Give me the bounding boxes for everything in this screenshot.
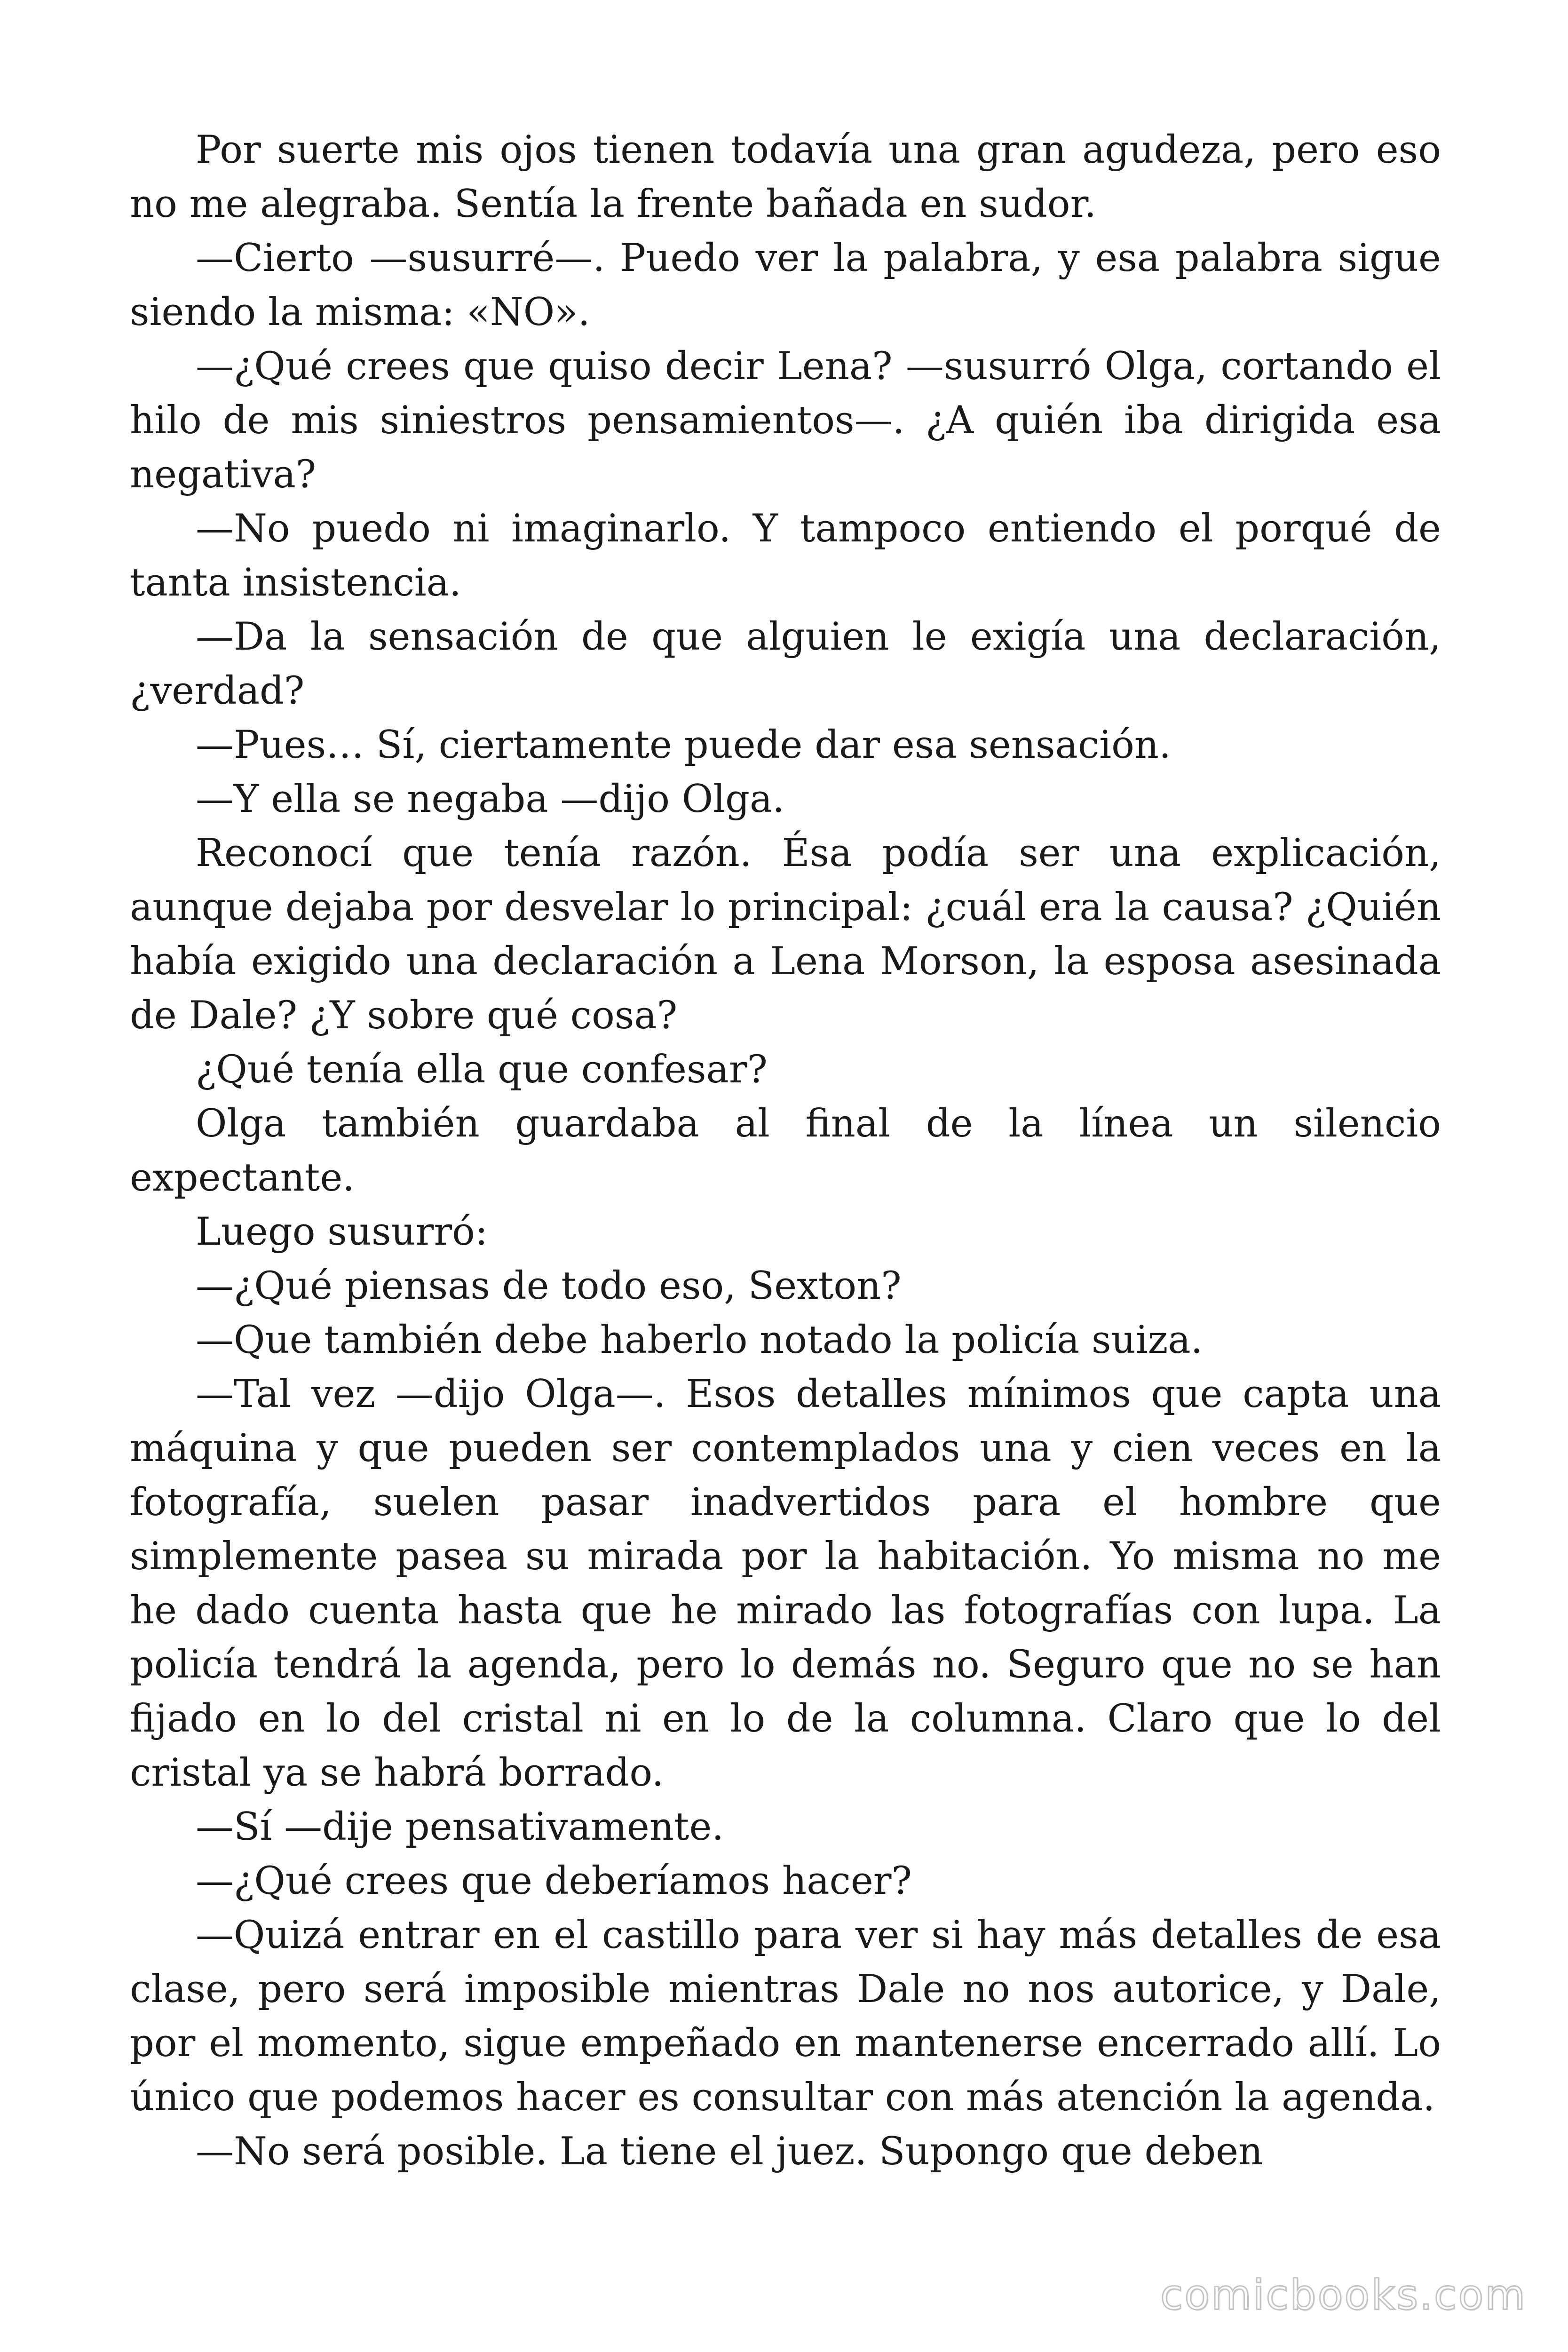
paragraph: —Da la sensación de que alguien le exigía una declaración, ¿verdad?	[130, 615, 1441, 713]
paragraph: —¿Qué crees que deberíamos hacer?	[196, 1859, 912, 1903]
paragraph: —Y ella se negaba —dijo Olga.	[196, 777, 784, 821]
paragraph: Reconocí que tenía razón. Ésa podía ser una explicación, aunque dejaba por desvelar lo principal: ¿cuál era la causa? ¿Quién había exigido una declaración a Lena Morson, la esposa asesinada de Dale? ¿Y sobre qué cosa?	[130, 831, 1441, 1038]
paragraph: —No puedo ni imaginarlo. Y tampoco entiendo el porqué de tanta insistencia.	[130, 507, 1441, 605]
paragraph: —Quizá entrar en el castillo para ver si hay más detalles de esa clase, pero será imposible mientras Dale no nos autorice, y Dale, por el momento, sigue empeñado en mantenerse encerrado allí. Lo único que podemos hacer es consultar con más atención la agenda.	[130, 1913, 1441, 2120]
page-body	[130, 123, 1441, 2179]
paragraph: —Sí —dije pensativamente.	[196, 1805, 724, 1849]
paragraph: ¿Qué tenía ella que confesar?	[196, 1048, 768, 1092]
paragraph: —¿Qué crees que quiso decir Lena? —susurró Olga, cortando el hilo de mis siniestros pensamientos—. ¿A quién iba dirigida esa negativa?	[130, 344, 1441, 497]
paragraph: —No será posible. La tiene el juez. Supongo que deben	[196, 2130, 1263, 2174]
watermark: comicbooks.com	[1160, 2271, 1527, 2319]
paragraph: —Tal vez —dijo Olga—. Esos detalles mínimos que capta una máquina y que pueden ser contemplados una y cien veces en la fotografía, suelen pasar inadvertidos para el hombre que simplemente pasea su mirada por la habitación. Yo misma no me he dado cuenta hasta que he mirado las fotografías con lupa. La policía tendrá la agenda, pero lo demás no. Seguro que no se han fijado en lo del cristal ni en lo de la columna. Claro que lo del cristal ya se habrá borrado.	[130, 1372, 1441, 1795]
paragraph: —Que también debe haberlo notado la policía suiza.	[196, 1318, 1203, 1362]
paragraph: Por suerte mis ojos tienen todavía una gran agudeza, pero eso no me alegraba. Sentía la frente bañada en sudor.	[130, 128, 1441, 226]
paragraph: —Pues… Sí, ciertamente puede dar esa sensación.	[196, 723, 1171, 767]
paragraph: Olga también guardaba al final de la línea un silencio expectante.	[130, 1102, 1441, 1200]
paragraph: —Cierto —susurré—. Puedo ver la palabra, y esa palabra sigue siendo la misma: «NO».	[130, 236, 1441, 334]
paragraph: Luego susurró:	[196, 1210, 488, 1254]
paragraph: —¿Qué piensas de todo eso, Sexton?	[196, 1264, 902, 1308]
